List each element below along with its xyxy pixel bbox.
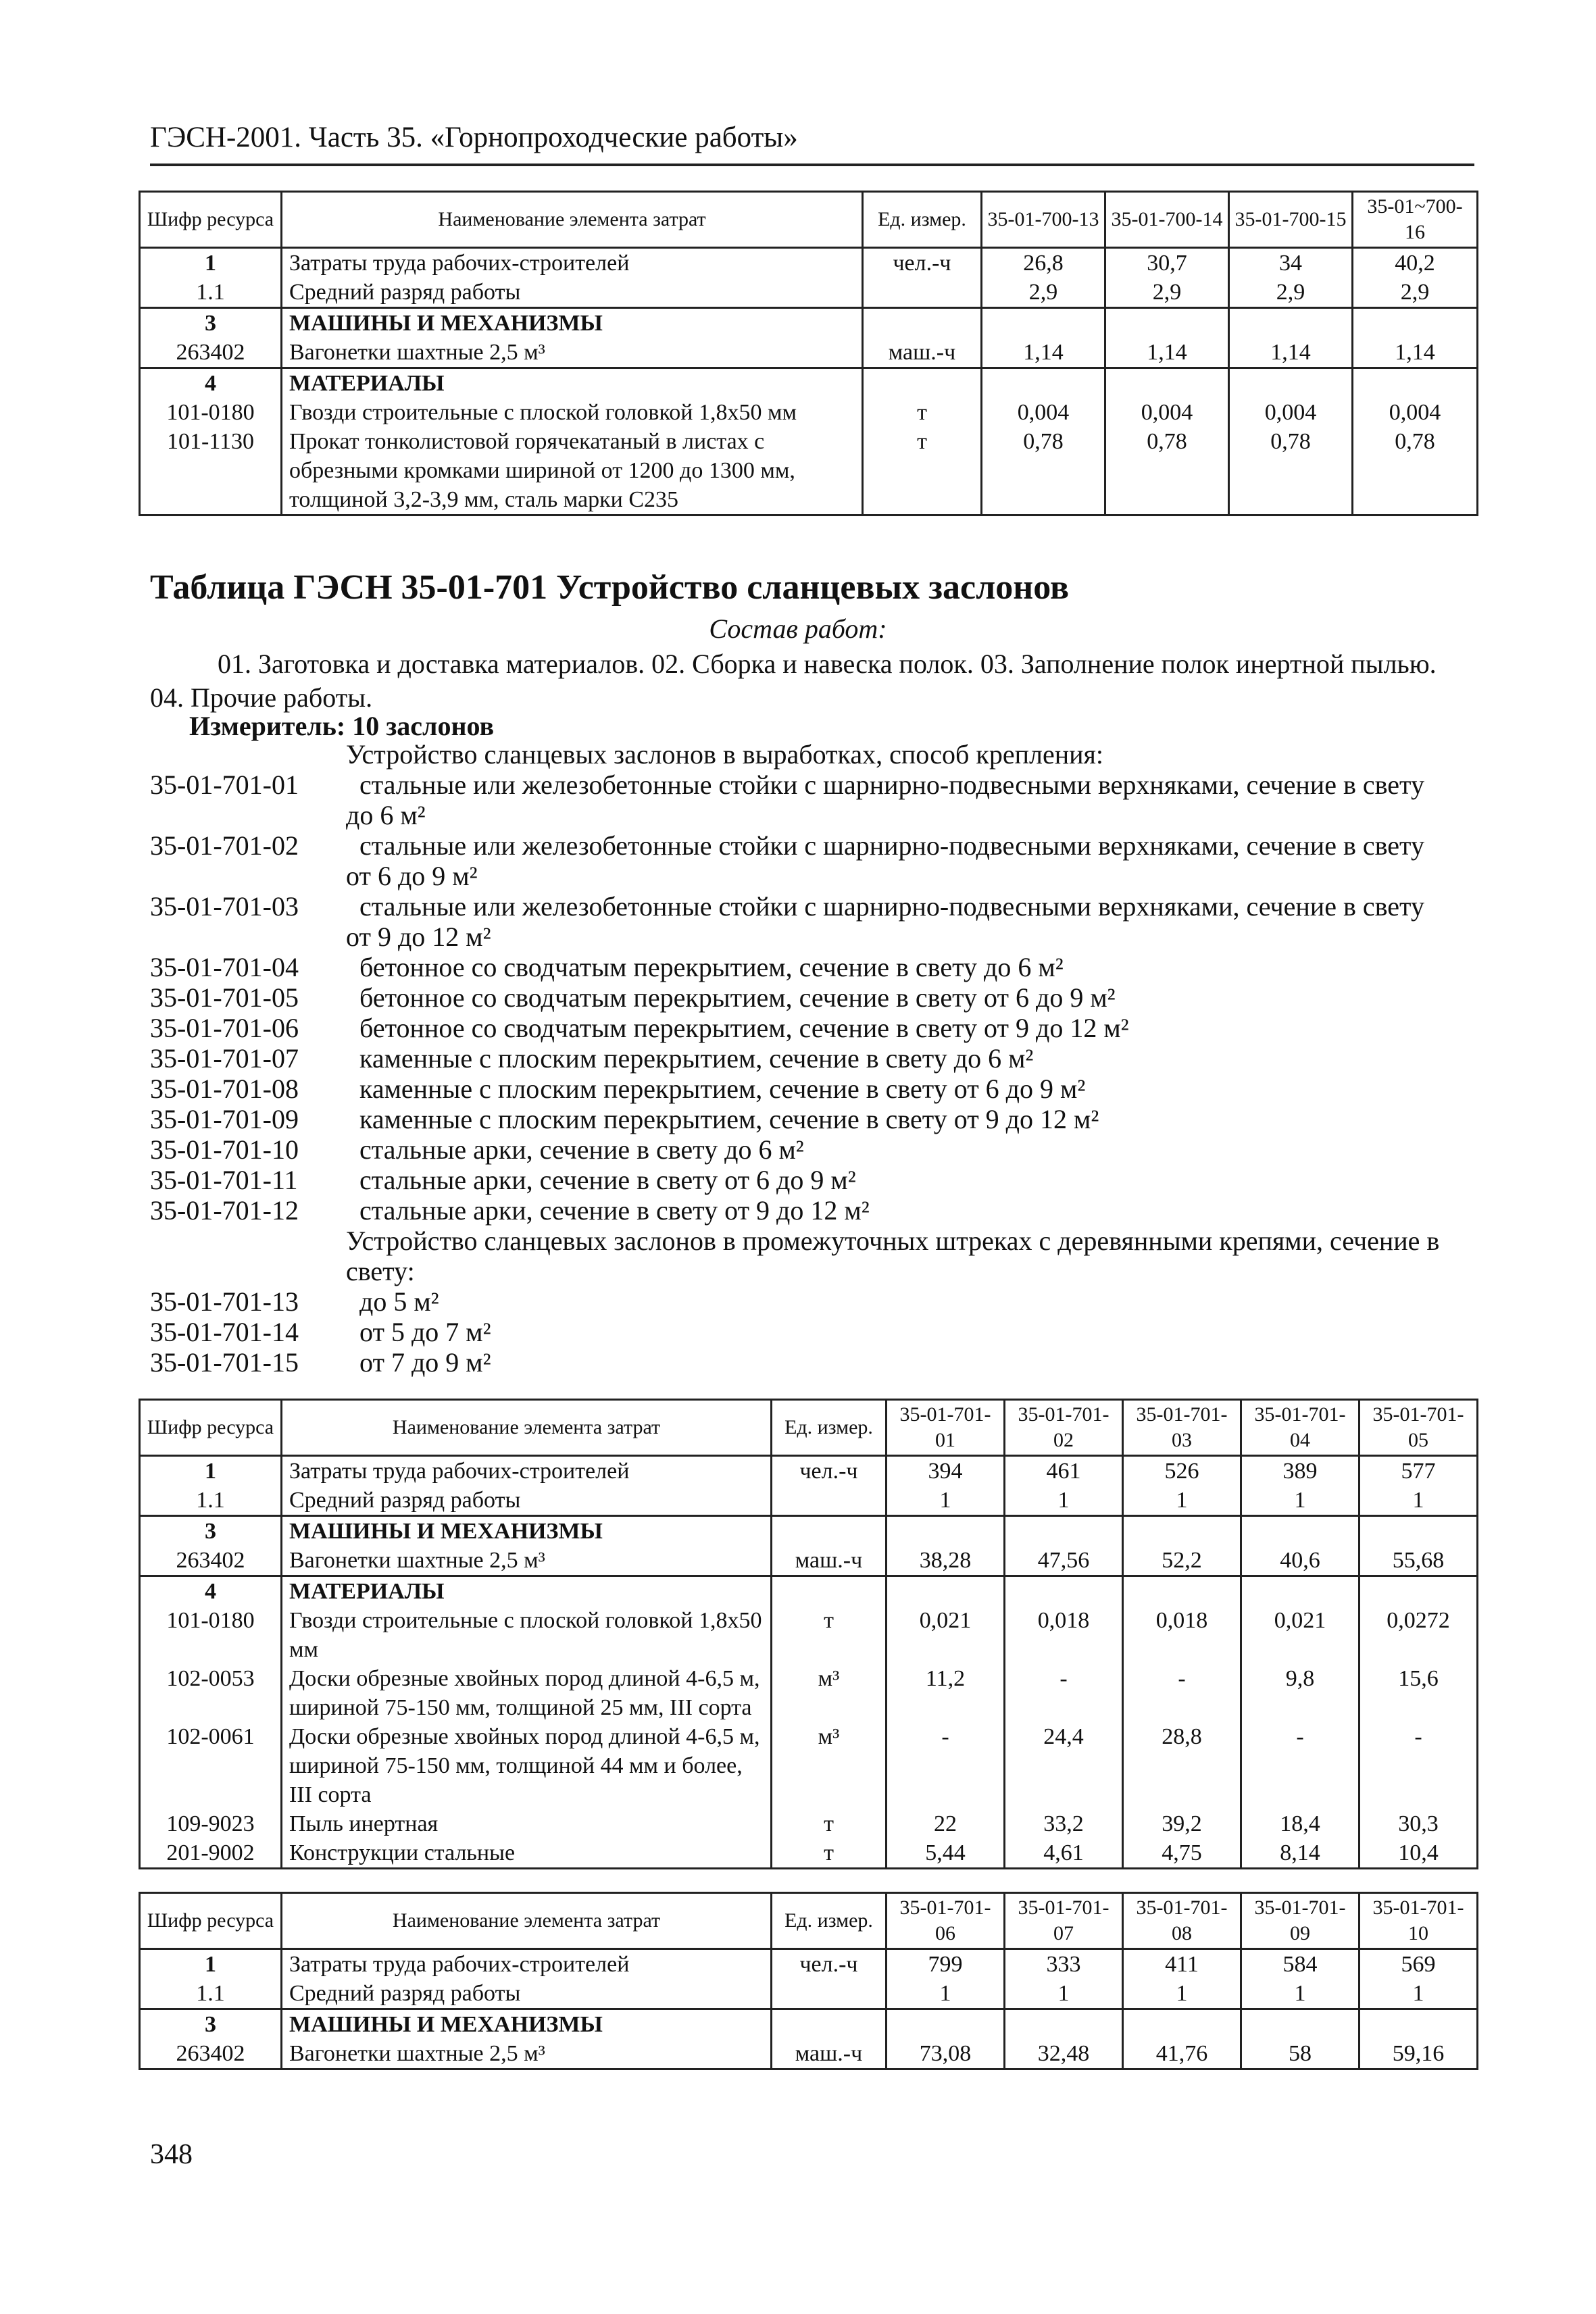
norm-value: 9,8: [1241, 1664, 1360, 1722]
variant-code: 35-01-701-02: [150, 830, 299, 861]
variant-item: [150, 830, 1474, 861]
column-header: 35-01-701-02: [1005, 1400, 1123, 1456]
table-row: [140, 2039, 1478, 2069]
norm-value: 73,08: [887, 2039, 1005, 2069]
cost-element-name: Затраты труда рабочих-строителей: [282, 1949, 772, 1980]
resource-code: 3: [140, 308, 282, 338]
resource-code: 1.1: [140, 1979, 282, 2009]
norm-value: [887, 1516, 1005, 1546]
unit-of-measure: т: [772, 1809, 887, 1838]
norm-value: 0,78: [1353, 427, 1478, 515]
cost-element-name: Затраты труда рабочих-строителей: [282, 248, 863, 278]
variant-item: [150, 1286, 1474, 1317]
norm-value: 4,61: [1005, 1838, 1123, 1869]
variant-text: от 7 до 9 м²: [359, 1347, 491, 1378]
norm-value: -: [1360, 1722, 1478, 1809]
table-row: [140, 368, 1478, 399]
variant-item: [150, 1074, 1474, 1104]
cost-element-name: МАШИНЫ И МЕХАНИЗМЫ: [282, 1516, 772, 1546]
table-row: [140, 308, 1478, 338]
unit-of-measure: [863, 368, 982, 399]
norm-value: 0,021: [887, 1606, 1005, 1664]
variant-item: [150, 1043, 1474, 1074]
norm-value: 38,28: [887, 1546, 1005, 1576]
norm-value: 40,2: [1353, 248, 1478, 278]
cost-element-name: Доски обрезные хвойных пород длиной 4-6,5 м, шириной 75-150 мм, толщиной 44 мм и более, III сорта: [282, 1722, 772, 1809]
column-header: Шифр ресурса: [140, 192, 282, 248]
variant-item: [150, 1195, 1474, 1226]
unit-of-measure: [772, 2009, 887, 2040]
variant-text-cont: от 6 до 9 м²: [346, 861, 478, 891]
table-row: [140, 1809, 1478, 1838]
resource-code: 101-1130: [140, 427, 282, 515]
resource-code: 102-0061: [140, 1722, 282, 1809]
norm-value: 1: [887, 1979, 1005, 2009]
cost-element-name: Пыль инертная: [282, 1809, 772, 1838]
cost-element-name: Гвозди строительные с плоской головкой 1,8x50 мм: [282, 398, 863, 427]
norm-value: 411: [1123, 1949, 1241, 1980]
variant-text: каменные с плоским перекрытием, сечение в свету до 6 м²: [359, 1043, 1034, 1074]
column-header: 35-01-701-07: [1005, 1893, 1123, 1949]
norm-value: [1229, 308, 1353, 338]
resource-code: 109-9023: [140, 1809, 282, 1838]
norm-value: 333: [1005, 1949, 1123, 1980]
section-title: Таблица ГЭСН 35-01-701 Устройство сланцевых заслонов: [150, 568, 1070, 607]
table-row: [140, 1838, 1478, 1869]
norm-value: -: [1241, 1722, 1360, 1809]
norm-value: 1,14: [1229, 338, 1353, 368]
norm-value: -: [1005, 1664, 1123, 1722]
variant-code: 35-01-701-15: [150, 1347, 299, 1378]
resource-code: 263402: [140, 2039, 282, 2069]
norm-value: [1360, 1576, 1478, 1607]
table-row: [140, 2009, 1478, 2040]
norm-value: 394: [887, 1456, 1005, 1486]
norm-value: 41,76: [1123, 2039, 1241, 2069]
norm-value: 0,0272: [1360, 1606, 1478, 1664]
column-header: 35-01-701-04: [1241, 1400, 1360, 1456]
variant-code: 35-01-701-01: [150, 770, 299, 800]
norm-value: 799: [887, 1949, 1005, 1980]
column-header: Наименование элемента затрат: [282, 1400, 772, 1456]
norm-value: 40,6: [1241, 1546, 1360, 1576]
norm-value: 28,8: [1123, 1722, 1241, 1809]
variant-text: стальные арки, сечение в свету от 9 до 12 м²: [359, 1195, 870, 1226]
column-header: 35-01~700-16: [1353, 192, 1478, 248]
variant-intro-2: Устройство сланцевых заслонов в промежуточных штреках с деревянными крепями, сечение в: [346, 1226, 1440, 1256]
norm-value: 30,7: [1105, 248, 1229, 278]
norm-value: 11,2: [887, 1664, 1005, 1722]
column-header: 35-01-701-09: [1241, 1893, 1360, 1949]
column-header: Ед. измер.: [772, 1400, 887, 1456]
norm-value: 32,48: [1005, 2039, 1123, 2069]
norm-value: 52,2: [1123, 1546, 1241, 1576]
column-header: 35-01-701-08: [1123, 1893, 1241, 1949]
variant-text: бетонное со сводчатым перекрытием, сечение в свету до 6 м²: [359, 952, 1064, 982]
norm-value: 1: [1241, 1486, 1360, 1516]
table-row: [140, 1664, 1478, 1722]
table-row: [140, 248, 1478, 278]
norm-value: 39,2: [1123, 1809, 1241, 1838]
unit-of-measure: т: [772, 1838, 887, 1869]
norm-value: 59,16: [1360, 2039, 1478, 2069]
resource-code: 263402: [140, 338, 282, 368]
norm-value: [1105, 368, 1229, 399]
table-row: [140, 1486, 1478, 1516]
norm-value: 10,4: [1360, 1838, 1478, 1869]
cost-element-name: Затраты труда рабочих-строителей: [282, 1456, 772, 1486]
running-header: ГЭСН-2001. Часть 35. «Горнопроходческие работы»: [150, 118, 1474, 166]
norm-value: 55,68: [1360, 1546, 1478, 1576]
variant-text: до 5 м²: [359, 1286, 439, 1317]
variant-code: 35-01-701-10: [150, 1134, 299, 1165]
variant-text: стальные или железобетонные стойки с шарнирно-подвесными верхняками, сечение в свету: [359, 830, 1424, 861]
variant-item: [150, 1104, 1474, 1134]
norm-value: 461: [1005, 1456, 1123, 1486]
variant-code: 35-01-701-12: [150, 1195, 299, 1226]
table-row: [140, 1979, 1478, 2009]
table-row: [140, 427, 1478, 515]
table-header-row: [140, 1893, 1478, 1949]
cost-element-name: Вагонетки шахтные 2,5 м³: [282, 1546, 772, 1576]
resource-code: 102-0053: [140, 1664, 282, 1722]
unit-of-measure: т: [772, 1606, 887, 1664]
column-header: 35-01-701-01: [887, 1400, 1005, 1456]
norm-value: 389: [1241, 1456, 1360, 1486]
column-header: 35-01-700-15: [1229, 192, 1353, 248]
cost-element-name: Вагонетки шахтные 2,5 м³: [282, 338, 863, 368]
column-header: Наименование элемента затрат: [282, 1893, 772, 1949]
unit-of-measure: чел.-ч: [772, 1949, 887, 1980]
norm-value: 5,44: [887, 1838, 1005, 1869]
norm-value: 1: [1241, 1979, 1360, 2009]
norm-value: 1: [1123, 1979, 1241, 2009]
cost-element-name: МАШИНЫ И МЕХАНИЗМЫ: [282, 308, 863, 338]
norm-value: [887, 2009, 1005, 2040]
norm-value: 47,56: [1005, 1546, 1123, 1576]
work-composition-text: 01. Заготовка и доставка материалов. 02. Сборка и навеска полок. 03. Заполнение полок инертной пылью. 04. Прочие работы.: [150, 649, 1437, 713]
resource-code: 1: [140, 1456, 282, 1486]
variant-item: [150, 1347, 1474, 1378]
column-header: Наименование элемента затрат: [282, 192, 863, 248]
variant-text: каменные с плоским перекрытием, сечение в свету от 9 до 12 м²: [359, 1104, 1099, 1134]
norm-value: [1241, 1516, 1360, 1546]
norm-value: 2,9: [1105, 278, 1229, 308]
variant-intro: Устройство сланцевых заслонов в выработках, способ крепления:: [346, 739, 1104, 770]
resource-code: 1.1: [140, 278, 282, 308]
norm-value: 8,14: [1241, 1838, 1360, 1869]
unit-of-measure: [772, 1486, 887, 1516]
norm-value: 2,9: [1353, 278, 1478, 308]
variant-intro-2-cont: свету:: [346, 1256, 415, 1286]
cost-table-700: [139, 191, 1478, 516]
variant-text-cont: до 6 м²: [346, 800, 426, 830]
variant-text: стальные или железобетонные стойки с шарнирно-подвесными верхняками, сечение в свету: [359, 770, 1424, 800]
norm-value: 0,004: [1353, 398, 1478, 427]
norm-value: [1360, 2009, 1478, 2040]
variant-item: [150, 1165, 1474, 1195]
cost-element-name: Прокат тонколистовой горячекатаный в листах с обрезными кромками шириной от 1200 до 1300 мм, толщиной 3,2-3,9 мм, сталь марки С235: [282, 427, 863, 515]
variant-item: [150, 1013, 1474, 1043]
cost-element-name: Средний разряд работы: [282, 1979, 772, 2009]
variant-code: 35-01-701-14: [150, 1317, 299, 1347]
cost-table-701-b: [139, 1892, 1478, 2070]
norm-value: [1229, 368, 1353, 399]
resource-code: 101-0180: [140, 1606, 282, 1664]
variant-item: [150, 1134, 1474, 1165]
norm-value: 18,4: [1241, 1809, 1360, 1838]
unit-of-measure: чел.-ч: [772, 1456, 887, 1486]
variant-text: каменные с плоским перекрытием, сечение в свету от 6 до 9 м²: [359, 1074, 1086, 1104]
resource-code: 201-9002: [140, 1838, 282, 1869]
norm-value: 1: [1360, 1979, 1478, 2009]
norm-value: 1,14: [1353, 338, 1478, 368]
unit-of-measure: [772, 1979, 887, 2009]
unit-of-measure: т: [863, 398, 982, 427]
unit-of-measure: т: [863, 427, 982, 515]
resource-code: 3: [140, 1516, 282, 1546]
cost-element-name: Вагонетки шахтные 2,5 м³: [282, 2039, 772, 2069]
variant-text: стальные или железобетонные стойки с шарнирно-подвесными верхняками, сечение в свету: [359, 891, 1424, 922]
norm-value: [887, 1576, 1005, 1607]
norm-value: [1005, 2009, 1123, 2040]
norm-value: 0,78: [1229, 427, 1353, 515]
unit-of-measure: [863, 308, 982, 338]
norm-value: 2,9: [1229, 278, 1353, 308]
table-row: [140, 278, 1478, 308]
norm-value: -: [1123, 1664, 1241, 1722]
unit-of-measure: маш.-ч: [863, 338, 982, 368]
table-row: [140, 398, 1478, 427]
unit-of-measure: чел.-ч: [863, 248, 982, 278]
cost-element-name: МАТЕРИАЛЫ: [282, 368, 863, 399]
norm-value: 24,4: [1005, 1722, 1123, 1809]
unit-of-measure: м³: [772, 1722, 887, 1809]
norm-value: 1,14: [982, 338, 1105, 368]
column-header: 35-01-701-03: [1123, 1400, 1241, 1456]
variant-code: 35-01-701-06: [150, 1013, 299, 1043]
table-row: [140, 1606, 1478, 1664]
norm-value: [1353, 308, 1478, 338]
variant-code: 35-01-701-07: [150, 1043, 299, 1074]
norm-value: -: [887, 1722, 1005, 1809]
variant-item: [150, 770, 1474, 800]
norm-value: 26,8: [982, 248, 1105, 278]
cost-element-name: МАШИНЫ И МЕХАНИЗМЫ: [282, 2009, 772, 2040]
variant-code: 35-01-701-05: [150, 982, 299, 1013]
table-header-row: [140, 1400, 1478, 1456]
norm-value: 569: [1360, 1949, 1478, 1980]
variant-item: [150, 982, 1474, 1013]
norm-value: 1: [887, 1486, 1005, 1516]
norm-value: [1005, 1576, 1123, 1607]
column-header: Ед. измер.: [863, 192, 982, 248]
column-header: Ед. измер.: [772, 1893, 887, 1949]
norm-value: 34: [1229, 248, 1353, 278]
resource-code: 3: [140, 2009, 282, 2040]
variant-item: [150, 952, 1474, 982]
table-header-row: [140, 192, 1478, 248]
norm-value: 584: [1241, 1949, 1360, 1980]
table-row: [140, 1949, 1478, 1980]
norm-value: 0,004: [1229, 398, 1353, 427]
cost-element-name: Доски обрезные хвойных пород длиной 4-6,5 м, шириной 75-150 мм, толщиной 25 мм, III сорта: [282, 1664, 772, 1722]
variant-text: стальные арки, сечение в свету от 6 до 9 м²: [359, 1165, 856, 1195]
norm-value: 4,75: [1123, 1838, 1241, 1869]
variant-code: 35-01-701-09: [150, 1104, 299, 1134]
norm-value: 58: [1241, 2039, 1360, 2069]
resource-code: 1.1: [140, 1486, 282, 1516]
unit-of-measure: маш.-ч: [772, 1546, 887, 1576]
variant-item: [150, 891, 1474, 922]
table-row: [140, 338, 1478, 368]
column-header: 35-01-701-06: [887, 1893, 1005, 1949]
norm-value: [1123, 1516, 1241, 1546]
norm-value: [1105, 308, 1229, 338]
norm-value: [1360, 1516, 1478, 1546]
variant-text-cont: от 9 до 12 м²: [346, 922, 491, 952]
table-row: [140, 1576, 1478, 1607]
norm-value: 0,004: [982, 398, 1105, 427]
norm-value: 22: [887, 1809, 1005, 1838]
resource-code: 1: [140, 1949, 282, 1980]
norm-value: 2,9: [982, 278, 1105, 308]
norm-value: 0,78: [1105, 427, 1229, 515]
table-row: [140, 1456, 1478, 1486]
variant-text: от 5 до 7 м²: [359, 1317, 491, 1347]
unit-of-measure: [772, 1516, 887, 1546]
unit-of-measure: м³: [772, 1664, 887, 1722]
norm-value: 0,78: [982, 427, 1105, 515]
column-header: 35-01-700-13: [982, 192, 1105, 248]
work-composition-heading: Состав работ:: [709, 613, 887, 644]
norm-value: [1123, 2009, 1241, 2040]
norm-value: [1241, 1576, 1360, 1607]
norm-value: [982, 308, 1105, 338]
resource-code: 4: [140, 368, 282, 399]
table-row: [140, 1516, 1478, 1546]
column-header: 35-01-700-14: [1105, 192, 1229, 248]
table-row: [140, 1546, 1478, 1576]
norm-value: 1: [1123, 1486, 1241, 1516]
column-header: 35-01-701-05: [1360, 1400, 1478, 1456]
norm-value: [1123, 1576, 1241, 1607]
unit-of-measure: маш.-ч: [772, 2039, 887, 2069]
resource-code: 263402: [140, 1546, 282, 1576]
unit-of-measure: [772, 1576, 887, 1607]
norm-value: 0,021: [1241, 1606, 1360, 1664]
norm-value: [1353, 368, 1478, 399]
norm-value: 30,3: [1360, 1809, 1478, 1838]
norm-value: 0,018: [1005, 1606, 1123, 1664]
cost-element-name: Гвозди строительные с плоской головкой 1,8x50 мм: [282, 1606, 772, 1664]
variant-list: [150, 739, 1474, 1378]
norm-value: 15,6: [1360, 1664, 1478, 1722]
norm-value: 1: [1005, 1979, 1123, 2009]
resource-code: 4: [140, 1576, 282, 1607]
norm-value: [982, 368, 1105, 399]
column-header: Шифр ресурса: [140, 1893, 282, 1949]
variant-text: бетонное со сводчатым перекрытием, сечение в свету от 6 до 9 м²: [359, 982, 1116, 1013]
variant-text: стальные арки, сечение в свету до 6 м²: [359, 1134, 804, 1165]
variant-text: бетонное со сводчатым перекрытием, сечение в свету от 9 до 12 м²: [359, 1013, 1129, 1043]
norm-value: 0,018: [1123, 1606, 1241, 1664]
norm-value: [1005, 1516, 1123, 1546]
column-header: 35-01-701-10: [1360, 1893, 1478, 1949]
norm-value: 526: [1123, 1456, 1241, 1486]
cost-element-name: Конструкции стальные: [282, 1838, 772, 1869]
norm-value: 33,2: [1005, 1809, 1123, 1838]
page-number: 348: [150, 2139, 193, 2170]
norm-value: 0,004: [1105, 398, 1229, 427]
norm-value: 1: [1005, 1486, 1123, 1516]
variant-code: 35-01-701-08: [150, 1074, 299, 1104]
table-row: [140, 1722, 1478, 1809]
variant-item: [150, 1317, 1474, 1347]
resource-code: 101-0180: [140, 398, 282, 427]
cost-element-name: МАТЕРИАЛЫ: [282, 1576, 772, 1607]
resource-code: 1: [140, 248, 282, 278]
cost-element-name: Средний разряд работы: [282, 278, 863, 308]
variant-code: 35-01-701-03: [150, 891, 299, 922]
norm-value: [1241, 2009, 1360, 2040]
unit-of-measure: [863, 278, 982, 308]
column-header: Шифр ресурса: [140, 1400, 282, 1456]
cost-element-name: Средний разряд работы: [282, 1486, 772, 1516]
norm-value: 577: [1360, 1456, 1478, 1486]
variant-code: 35-01-701-11: [150, 1165, 298, 1195]
measure-unit: Измеритель: 10 заслонов: [189, 711, 495, 741]
norm-value: 1,14: [1105, 338, 1229, 368]
cost-table-701-a: [139, 1399, 1478, 1869]
norm-value: 1: [1360, 1486, 1478, 1516]
variant-code: 35-01-701-04: [150, 952, 299, 982]
variant-code: 35-01-701-13: [150, 1286, 299, 1317]
